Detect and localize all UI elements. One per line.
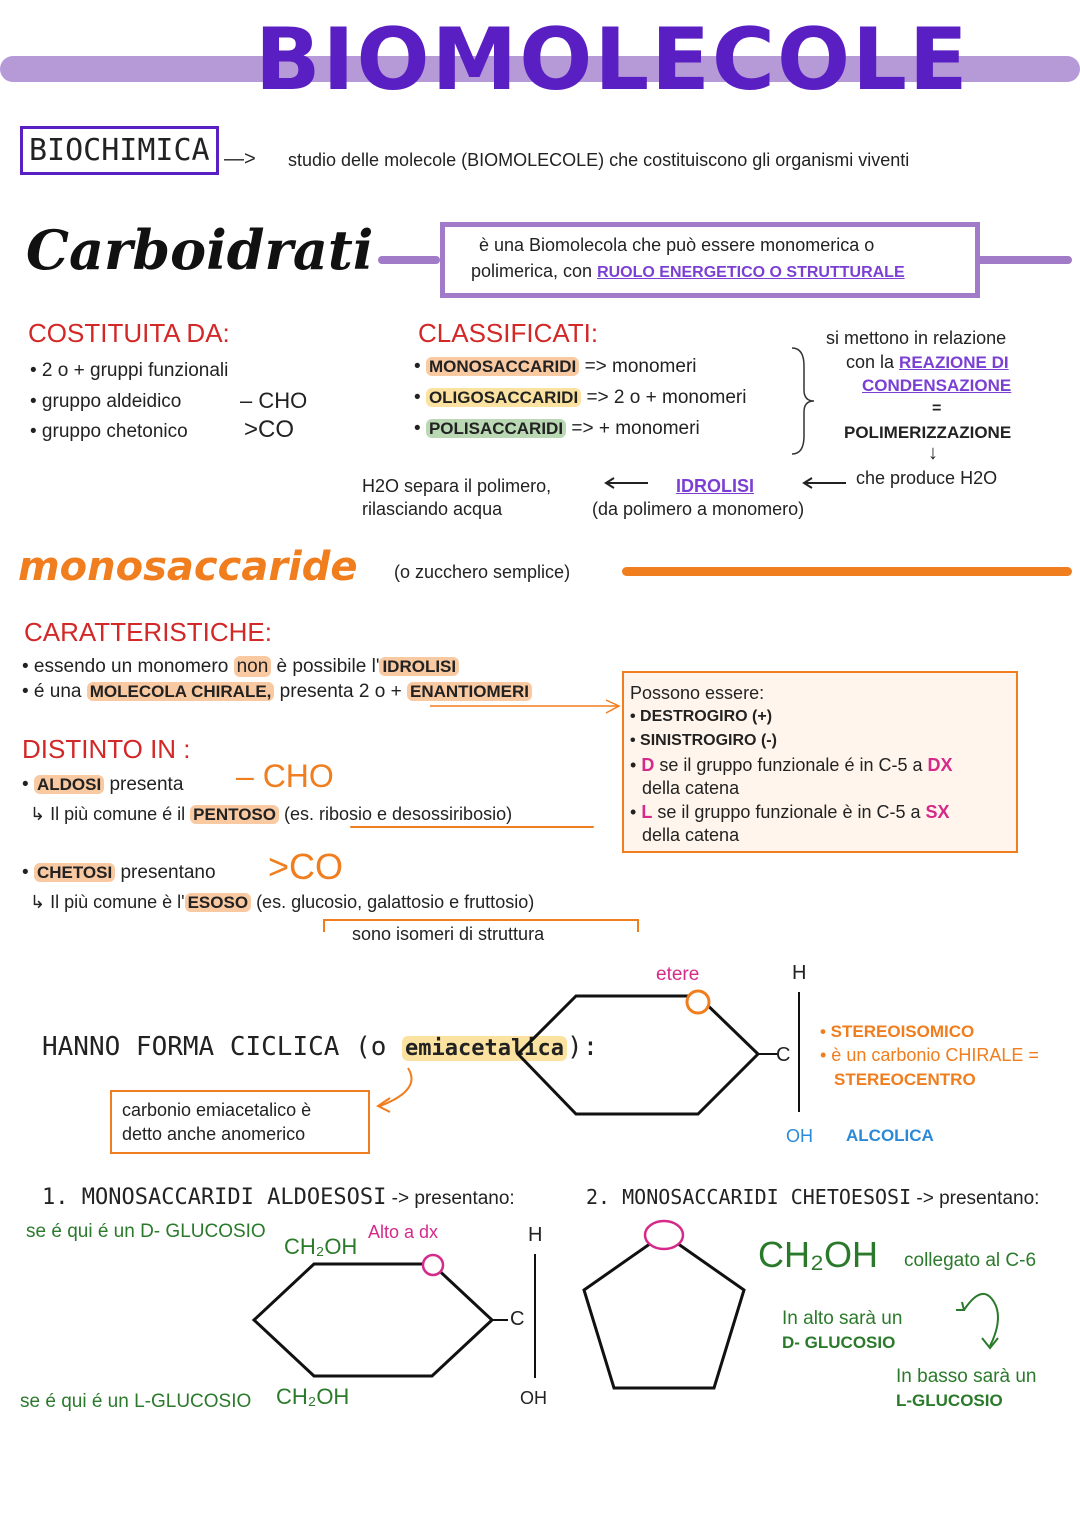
monosaccaride-title: monosaccaride [18, 544, 358, 590]
biochimica-arrow: —> [224, 148, 256, 170]
anomerico-line2: detto anche anomerico [122, 1124, 306, 1144]
caratteristiche-heading: CARATTERISTICHE: [24, 617, 272, 647]
stereo-line2-text: • è un carbonio CHIRALE = [820, 1045, 1039, 1065]
cho-formula: – CHO [240, 388, 308, 413]
sx-label: SX [925, 802, 950, 822]
page-title: BIOMOLECOLE [255, 10, 970, 110]
cheto-curved-arrow [944, 1280, 1004, 1360]
aldo-vertical-bond [534, 1254, 536, 1378]
idrolisi-highlight: IDROLISI [379, 657, 459, 676]
car2-text-a: • é una [22, 681, 87, 702]
chetoesosi-heading-a: 2. MONOSACCARIDI CHETOESOSI [586, 1185, 912, 1209]
cheto-pentagon [580, 1228, 752, 1396]
enantiomeri-highlight: ENANTIOMERI [407, 682, 532, 701]
aldo-ch2oh-top: CH₂OH [284, 1234, 358, 1259]
aldoesosi-heading-b: -> presentano: [386, 1188, 515, 1209]
arrow-to-anomerico [372, 1066, 422, 1112]
class-row-2: • OLIGOSACCARIDI => 2 o + monomeri [414, 387, 747, 408]
carboidrati-title: Carboidrati [26, 218, 374, 282]
isomeri-note: sono isomeri di struttura [352, 924, 545, 944]
co-formula: >CO [244, 416, 295, 443]
polimerizzazione-label: POLIMERIZZAZIONE [844, 423, 1012, 442]
carboidrati-definition-line1: è una Biomolecola che può essere monomerica o [479, 235, 875, 255]
cyclic-hexagon [516, 994, 796, 1124]
anomerico-line1: carbonio emiacetalico è [122, 1100, 312, 1120]
relazione-line1: si mettono in relazione [826, 328, 1007, 348]
chetosi-sub [30, 892, 534, 913]
d-glucosio-note: se é qui é un D- GLUCOSIO [26, 1221, 266, 1242]
aldosi-sub [30, 804, 512, 825]
down-arrow: ↓ [928, 442, 938, 464]
d-rule-line2: della catena [642, 778, 740, 798]
monosaccaridi-tag: MONOSACCARIDI [426, 357, 579, 376]
l-rule-line2: della catena [642, 825, 740, 845]
curly-brace [788, 346, 818, 456]
d-rule: • D se il gruppo funzionale é in C-5 a DX [630, 755, 953, 775]
monosaccaride-bar [622, 567, 1072, 576]
aldo-c: C [510, 1308, 525, 1330]
chetosi-row: • CHETOSI presentano [22, 862, 216, 883]
class-row-1: • MONOSACCARIDI => monomeri [414, 356, 697, 377]
possono-heading: Possono essere: [630, 683, 765, 703]
emiacetalica-highlight: emiacetalica [402, 1036, 567, 1061]
l-letter: L [641, 802, 653, 822]
polisaccaridi-tag: POLISACCARIDI [426, 419, 566, 438]
chetosi-tag: CHETOSI [34, 863, 115, 882]
aldo-ch2oh-bottom: CH₂OH [276, 1384, 350, 1409]
aldosi-sub-b: (es. ribosio e desossiribosio) [278, 804, 513, 824]
esoso-tag: ESOSO [185, 893, 251, 912]
aldoesosi-heading [42, 1184, 515, 1210]
oligosaccaridi-tag: OLIGOSACCARIDI [426, 388, 581, 407]
aldosi-cho: – CHO [236, 758, 334, 794]
aldoesosi-heading-a: 1. MONOSACCARIDI ALDOESOSI [42, 1185, 387, 1210]
arrow-to-idrolisi [802, 478, 848, 488]
possono-box [622, 671, 1018, 853]
costituita-item-3: • gruppo chetonico [30, 421, 188, 442]
car1-text-b: è possibile l' [271, 656, 380, 677]
monosaccaride-subtitle: (o zucchero semplice) [394, 562, 571, 582]
equals-sign: = [932, 400, 942, 417]
stereo-line1: • STEREOISOMICO [820, 1022, 975, 1041]
polisaccaridi-desc: => + monomeri [571, 418, 700, 439]
classificati-heading: CLASSIFICATI: [418, 318, 599, 348]
ciclica-heading-a: HANNO FORMA CICLICA (o [42, 1032, 403, 1062]
l-rule: • L se il gruppo funzionale è in C-5 a SX [630, 802, 950, 822]
chetosi-text: presentano [115, 862, 216, 883]
alto-dx-circle [420, 1252, 446, 1278]
ruolo-link: RUOLO ENERGETICO O STRUTTURALE [597, 264, 905, 281]
destrogiro-item: • DESTROGIRO (+) [630, 708, 773, 725]
chetosi-sub-b: (es. glucosio, galattosio e fruttosio) [251, 892, 535, 912]
costituita-item-1: • 2 o + gruppi funzionali [30, 360, 229, 381]
sinistrogiro-item: • SINISTROGIRO (-) [630, 732, 777, 749]
car1-text-a: • essendo un monomero [22, 656, 234, 677]
biochimica-label: BIOCHIMICA [20, 126, 219, 175]
arrow-to-h2o [604, 478, 650, 488]
aldosi-underline [350, 826, 594, 828]
non-highlight: non [234, 656, 272, 677]
aldosi-text: presenta [104, 774, 184, 795]
aldo-oh: OH [520, 1388, 547, 1408]
aldosi-tag: ALDOSI [34, 775, 104, 794]
l-glucosio-note: se é qui é un L-GLUCOSIO [20, 1391, 252, 1412]
h2o-line1: H2O separa il polimero, [362, 476, 552, 496]
ciclica-vertical-bond [798, 992, 800, 1112]
collegato-note: collegato al C-6 [904, 1250, 1037, 1271]
biochimica-definition: studio delle molecole (BIOMOLECOLE) che costituiscono gli organismi viventi [288, 150, 910, 170]
carboidrati-definition-prefix: polimerica, con [471, 261, 598, 281]
condensazione-link: CONDENSAZIONE [862, 376, 1012, 395]
dx-label: DX [927, 755, 953, 775]
relazione-prefix: con la [846, 352, 900, 372]
idrolisi-label: IDROLISI [676, 476, 755, 496]
reazione-link: REAZIONE DI [899, 353, 1009, 372]
arrow-to-possono [430, 700, 622, 716]
alto-dx-label: Alto a dx [368, 1222, 439, 1242]
anomerico-box [110, 1090, 370, 1154]
ciclica-heading-c: ): [566, 1032, 599, 1062]
carboidrati-definition-line2 [471, 261, 905, 282]
basso-line1: In basso sarà un [896, 1366, 1037, 1387]
monosaccaridi-desc: => monomeri [584, 356, 697, 377]
relazione-line2 [846, 352, 1009, 373]
costituita-item-2: • gruppo aldeidico [30, 391, 182, 412]
aldo-hexagon [252, 1262, 512, 1382]
chetoesosi-heading [586, 1184, 1039, 1210]
aldosi-row: • ALDOSI presenta [22, 774, 184, 795]
pentoso-tag: PENTOSO [190, 805, 279, 824]
chetoesosi-heading-b: -> presentano: [911, 1188, 1040, 1209]
ciclica-heading [42, 1032, 598, 1062]
idrolisi-note: (da polimero a monomero) [592, 499, 805, 519]
alcolica-label: ALCOLICA [846, 1126, 934, 1145]
produce-h2o: che produce H2O [856, 468, 998, 488]
costituita-heading: COSTITUITA DA: [28, 318, 230, 348]
ciclica-h: H [792, 962, 807, 984]
aldo-h: H [528, 1224, 543, 1246]
etere-circle [684, 988, 712, 1016]
basso-line2: L-GLUCOSIO [896, 1391, 1003, 1410]
d-letter: D [641, 755, 655, 775]
alto-line1: In alto sarà un [782, 1308, 903, 1329]
l-rule-text: se il gruppo funzionale è in C-5 a [652, 802, 926, 822]
carboidrati-definition-box [440, 222, 980, 298]
h2o-line2: rilasciando acqua [362, 499, 503, 519]
car2-text-b: presenta 2 o + [274, 681, 407, 702]
cheto-top-circle [642, 1218, 686, 1252]
chirale-highlight: MOLECOLA CHIRALE, [87, 682, 275, 701]
chetosi-sub-a: ↳ Il più comune è l' [30, 892, 185, 912]
cheto-ch2oh: CH₂OH [758, 1234, 878, 1275]
alto-line2: D- GLUCOSIO [782, 1333, 896, 1352]
stereo-line2 [820, 1045, 1039, 1066]
chetosi-co: >CO [268, 846, 344, 887]
ciclica-c: C [776, 1044, 791, 1066]
d-rule-text: se il gruppo funzionale é in C-5 a [654, 755, 928, 775]
carboidrati-bar-right [976, 256, 1072, 264]
ciclica-oh: OH [786, 1126, 813, 1146]
stereo-line3: STEREOCENTRO [834, 1070, 976, 1089]
distinto-heading: DISTINTO IN : [22, 734, 191, 764]
oligosaccaridi-desc: => 2 o + monomeri [586, 387, 747, 408]
caratteristica-1 [22, 656, 459, 678]
etere-label: etere [656, 964, 700, 985]
aldosi-sub-a: ↳ Il più comune é il [30, 804, 191, 824]
carboidrati-bar-left [378, 256, 440, 264]
class-row-3: • POLISACCARIDI => + monomeri [414, 418, 700, 439]
